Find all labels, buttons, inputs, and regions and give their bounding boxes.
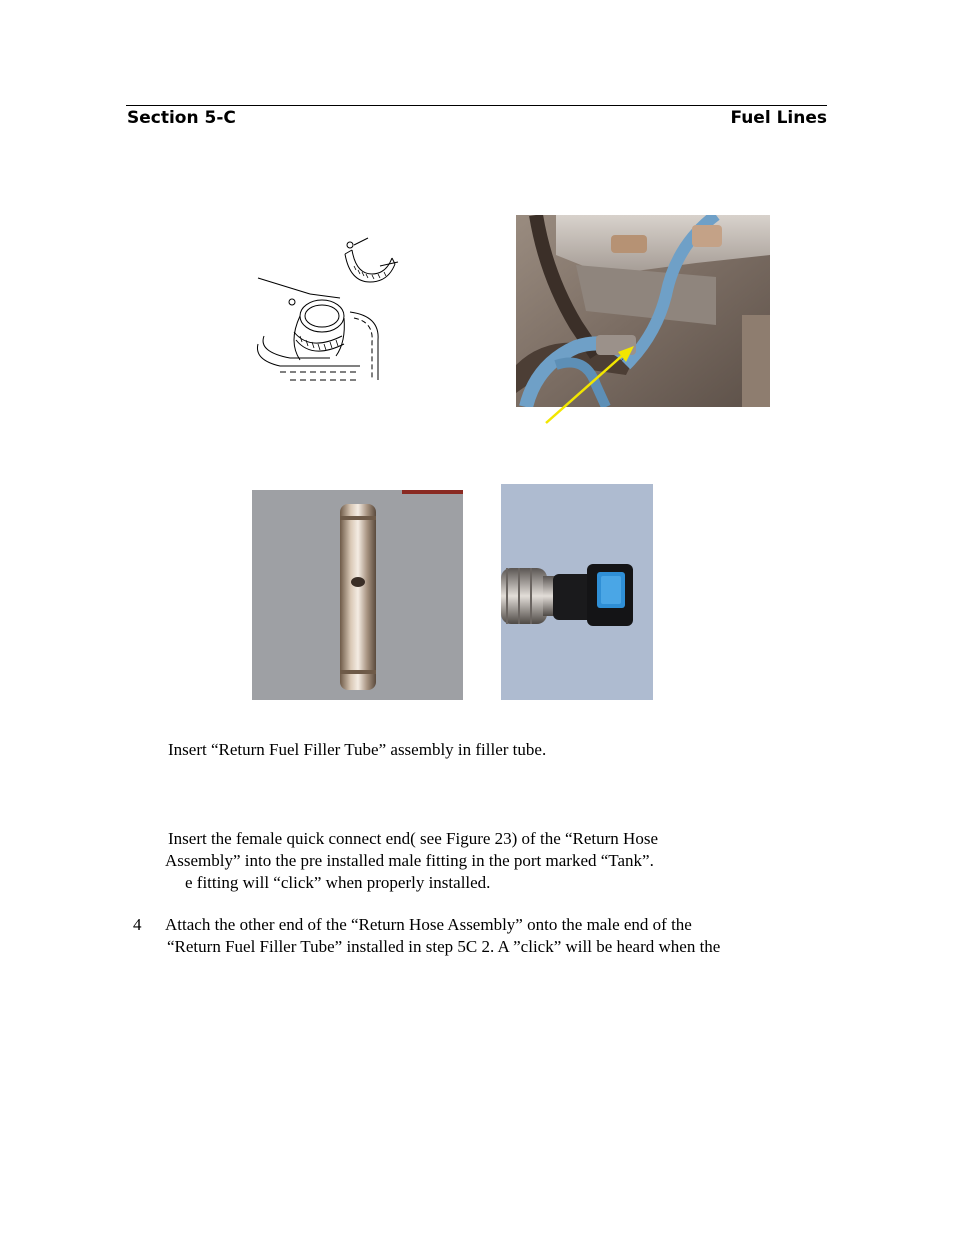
arrow-icon xyxy=(540,340,640,430)
clamp-diagram xyxy=(250,232,400,384)
instruction-line-3: Assembly” into the pre installed male fitting in the port marked “Tank”. xyxy=(165,851,654,870)
filler-tube-photo xyxy=(252,490,463,700)
instruction-line-1: Insert “Return Fuel Filler Tube” assembly in filler tube. xyxy=(168,740,547,759)
step-4-number: 4 xyxy=(133,915,142,934)
instruction-line-5: Attach the other end of the “Return Hose Assembly” onto the male end of the xyxy=(165,915,692,934)
instruction-line-2: Insert the female quick connect end( see Figure 23) of the “Return Hose xyxy=(168,829,658,848)
instruction-line-6: “Return Fuel Filler Tube” installed in step 5C 2. A ”click” will be heard when the xyxy=(167,937,721,956)
instruction-line-4: e fitting will “click” when properly installed. xyxy=(185,873,491,892)
quick-connect-photo xyxy=(501,484,653,700)
section-title: Fuel Lines xyxy=(730,108,827,128)
section-number: Section 5-C xyxy=(127,108,236,128)
header-rule xyxy=(126,105,827,106)
